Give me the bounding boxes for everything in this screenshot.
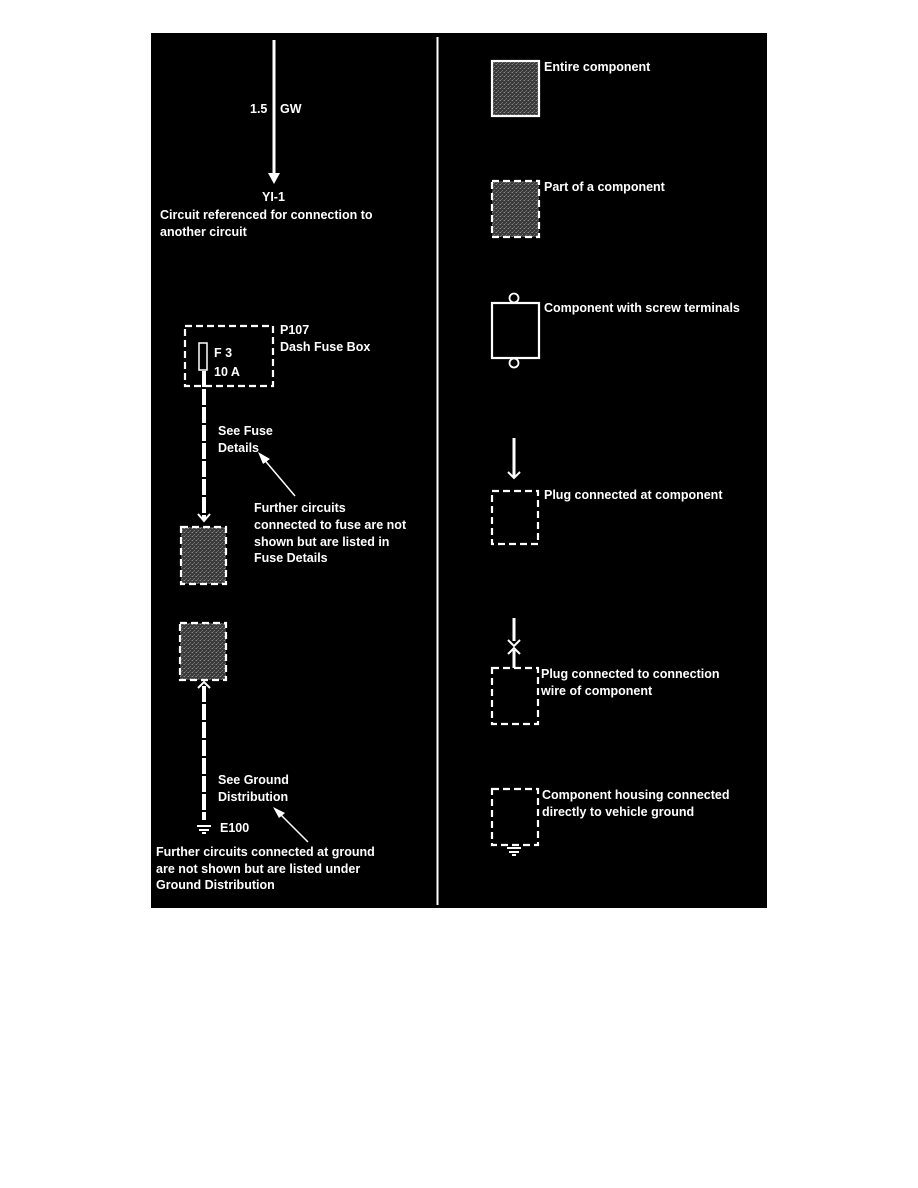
- plug-to-wire-icon: [492, 618, 538, 724]
- fuse-note-line-3: shown but are listed in: [254, 535, 390, 549]
- legend-label-housing-2: directly to vehicle ground: [542, 805, 695, 819]
- legend-label-plug-wire-1: Plug connected to connection: [541, 667, 720, 681]
- ground-icon: [197, 826, 211, 833]
- fuse-note-line-4: Fuse Details: [254, 551, 328, 565]
- ground-id-label: E100: [220, 821, 250, 835]
- legend-label-screw: Component with screw terminals: [544, 301, 740, 315]
- ground-note-line-1: Further circuits connected at ground: [156, 845, 375, 859]
- fuse-box-id-label: P107: [280, 323, 310, 337]
- circuit-ref-desc-line-1: Circuit referenced for connection to: [160, 208, 373, 222]
- legend-label-part: Part of a component: [544, 180, 665, 194]
- entire-component-icon: [492, 61, 539, 116]
- part-of-component-icon: [492, 181, 539, 237]
- legend-label-housing-1: Component housing connected: [542, 788, 730, 802]
- ground-note-line-2: are not shown but are listed under: [156, 862, 361, 876]
- screw-terminals-icon: [492, 294, 539, 368]
- fuse-box-name-label: Dash Fuse Box: [280, 340, 371, 354]
- see-fuse-line-2: Details: [218, 441, 259, 455]
- fuse-note-line-2: connected to fuse are not: [254, 518, 407, 532]
- component-part-lower: [180, 623, 226, 680]
- plug-at-component-icon: [492, 438, 538, 544]
- circuit-ref-desc-line-2: another circuit: [160, 225, 247, 239]
- wire-color-label: GW: [280, 102, 302, 116]
- ground-note-pointer: [278, 812, 308, 842]
- legend-label-plug-wire-2: wire of component: [541, 684, 653, 698]
- fuse-icon: [199, 343, 207, 370]
- fuse-note-line-1: Further circuits: [254, 501, 346, 515]
- see-ground-line-2: Distribution: [218, 790, 289, 804]
- ground-note-line-3: Ground Distribution: [156, 878, 275, 892]
- see-fuse-line-1: See Fuse: [218, 424, 273, 438]
- fuse-rating-label: 10 A: [214, 365, 240, 379]
- housing-ground-icon: [492, 789, 538, 855]
- legend-label-entire: Entire component: [544, 60, 651, 74]
- component-part-upper: [181, 527, 226, 584]
- legend-label-plug-component: Plug connected at component: [544, 488, 723, 502]
- circuit-ref-label: YI-1: [262, 190, 285, 204]
- referenced-circuit-wire: [268, 40, 280, 184]
- see-ground-line-1: See Ground: [218, 773, 289, 787]
- fuse-note-pointer: [262, 457, 295, 496]
- fuse-id-label: F 3: [214, 346, 233, 360]
- wire-size-label: 1.5: [250, 102, 268, 116]
